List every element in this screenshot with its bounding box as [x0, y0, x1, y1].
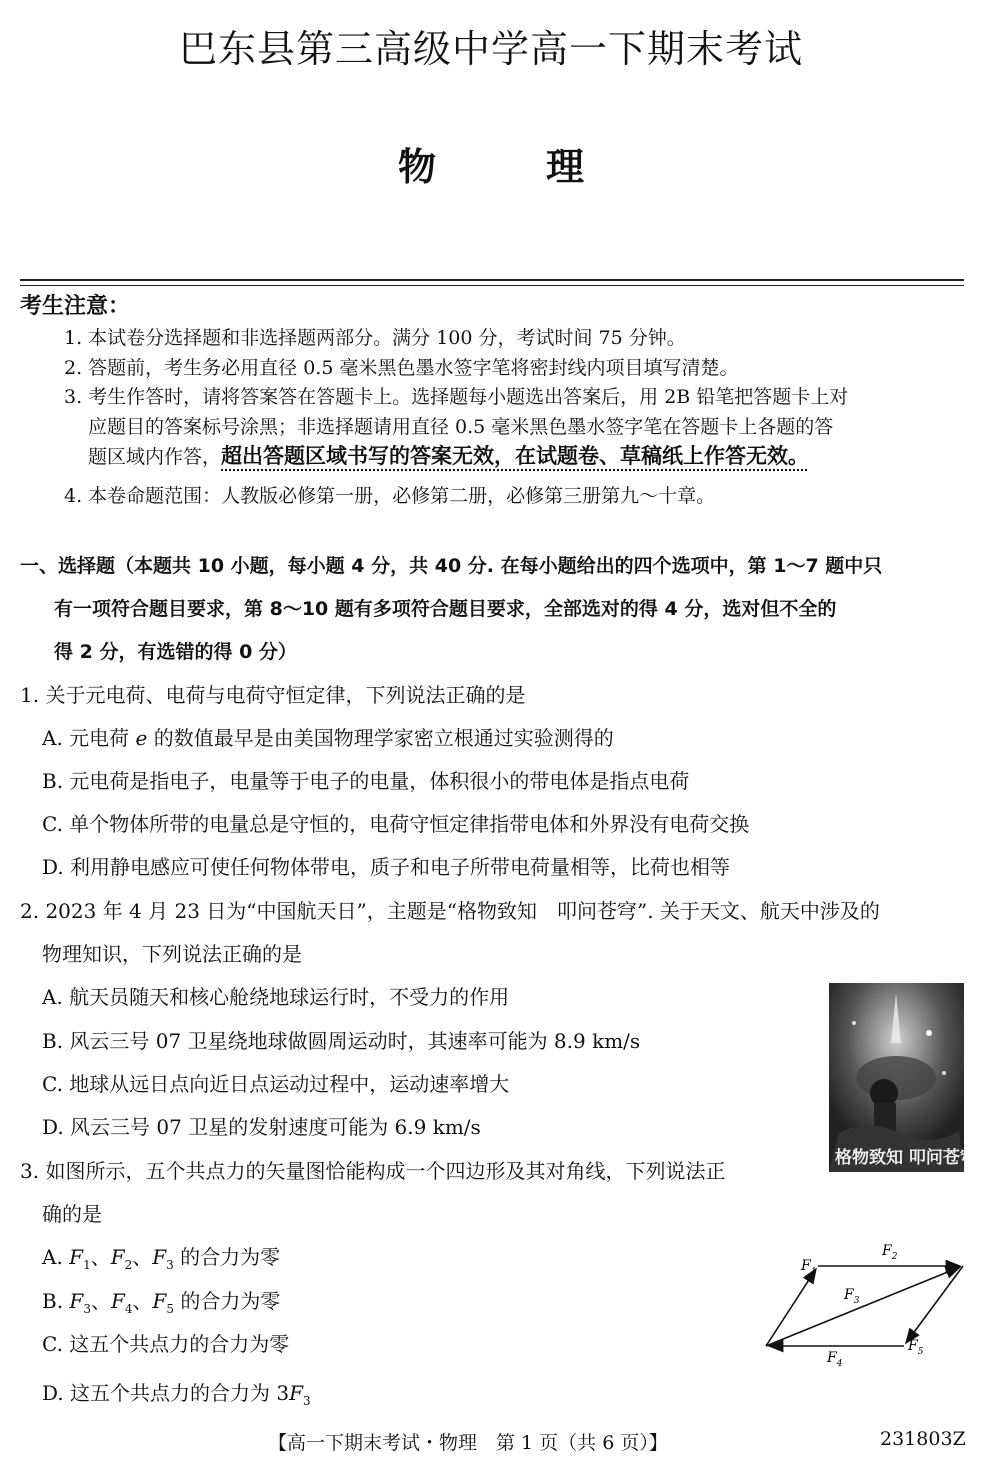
subject-char-1: 物 [397, 145, 436, 189]
label-f2: $F_2$ [882, 1243, 898, 1262]
q3-b-text: 的合力为零 [174, 1289, 281, 1313]
subject-char-2: 理 [546, 145, 585, 189]
vector-f1 [766, 1269, 816, 1346]
notice-item-3-line-2: 应题目的答案标号涂黑；非选择题请用直径 0.5 毫米黑色墨水签字笔在答题卡上各题的答 [88, 416, 834, 438]
label-f3: $F_3$ [844, 1287, 860, 1306]
notice-item-3-line-1: 3. 考生作答时，请将答案答在答题卡上。选择题每小题选出答案后，用 2B 铅笔把答题卡上对 [64, 386, 849, 408]
notice-heading: 考生注意： [20, 294, 131, 319]
notice-item-2: 2. 答题前，考生务必用直径 0.5 毫米黑色墨水签字笔将密封线内项目填写清楚。 [64, 357, 739, 379]
section-1-line-3: 得 2 分，有选错的得 0 分） [54, 641, 297, 663]
notice-emphasis: 超出答题区域书写的答案无效，在试题卷、草稿纸上作答无效。 [221, 444, 810, 468]
q1-a-suffix: 的数值最早是由美国物理学家密立根通过实验测得的 [147, 726, 614, 750]
q3-d-prefix: D. 这五个共点力的合力为 3 [42, 1381, 290, 1405]
q2-option-c: C. 地球从远日点向近日点运动过程中，运动速率增大 [42, 1072, 510, 1096]
notice-item-1: 1. 本试卷分选择题和非选择题两部分。满分 100 分，考试时间 75 分钟。 [64, 327, 686, 349]
q3-option-d: D. 这五个共点力的合力为 $3F_3$ [42, 1381, 311, 1408]
label-f4: $F_4$ [827, 1350, 843, 1369]
divider-thin [20, 285, 964, 286]
q3-option-a: A. $F_1$、$F_2$、$F_3$ 的合力为零 [42, 1245, 281, 1272]
poster-caption: 格物致知 叩问苍穹 [835, 1148, 964, 1168]
q2-option-a: A. 航天员随天和核心舱绕地球运行时，不受力的作用 [42, 985, 510, 1009]
subject-title [0, 136, 982, 191]
section-1-line-2: 有一项符合题目要求，第 8～10 题有多项符合题目要求，全部选对的得 4 分，选对但不全的 [54, 598, 837, 620]
section-1-line-1: 一、选择题（本题共 10 小题，每小题 4 分，共 40 分. 在每小题给出的四个选项中，第 1～7 题中只 [20, 555, 883, 577]
q3-option-b: B. $F_3$、$F_4$、$F_5$ 的合力为零 [42, 1289, 281, 1316]
label-f5: $F_5$ [908, 1338, 924, 1357]
poster-illustration [829, 983, 964, 1172]
footer-page-info: 【高一下期末考试・物理 第 1 页（共 6 页）】 [268, 1432, 668, 1454]
label-f1: $F_1$ [801, 1258, 817, 1277]
q3-option-c: C. 这五个共点力的合力为零 [42, 1332, 290, 1356]
q2-option-b: B. 风云三号 07 卫星绕地球做圆周运动时，其速率可能为 8.9 km/s [42, 1029, 641, 1053]
q1-option-a [42, 722, 614, 751]
q3-stem-line-2: 确的是 [42, 1202, 102, 1226]
space-day-poster-image [829, 983, 964, 1172]
vector-f3 [766, 1267, 960, 1346]
force-vector-diagram [756, 1238, 968, 1370]
q1-option-b: B. 元电荷是指电子，电量等于电子的电量，体积很小的带电体是指点电荷 [42, 769, 690, 793]
q1-option-d: D. 利用静电感应可使任何物体带电，质子和电子所带电荷量相等，比荷也相等 [42, 855, 731, 879]
exam-title: 巴东县第三高级中学高一下期末考试 [178, 27, 803, 71]
footer-code: 231803Z [880, 1428, 966, 1450]
q2-stem-line-1: 2. 2023 年 4 月 23 日为“中国航天日”，主题是“格物致知 叩问苍穹”. 关于天文、航天中涉及的 [20, 899, 880, 923]
q1-a-prefix: A. 元电荷 [42, 726, 136, 750]
notice-item-3-prefix: 题区域内作答， [88, 446, 222, 468]
force-diagram-svg [756, 1238, 968, 1370]
q2-stem-line-2: 物理知识，下列说法正确的是 [42, 942, 302, 966]
q1-option-c: C. 单个物体所带的电量总是守恒的，电荷守恒定律指带电体和外界没有电荷交换 [42, 812, 750, 836]
q3-stem-line-1: 3. 如图所示，五个共点力的矢量图恰能构成一个四边形及其对角线，下列说法正 [20, 1159, 726, 1183]
divider-thick [20, 279, 964, 281]
notice-item-3-line-3 [88, 440, 809, 470]
q3-a-text: 的合力为零 [173, 1245, 281, 1269]
q1-a-variable: e [135, 726, 148, 750]
notice-item-4: 4. 本卷命题范围：人教版必修第一册，必修第二册，必修第三册第九～十章。 [64, 485, 716, 507]
q2-option-d: D. 风云三号 07 卫星的发射速度可能为 6.9 km/s [42, 1115, 481, 1139]
q1-stem: 1. 关于元电荷、电荷与电荷守恒定律，下列说法正确的是 [20, 683, 526, 707]
